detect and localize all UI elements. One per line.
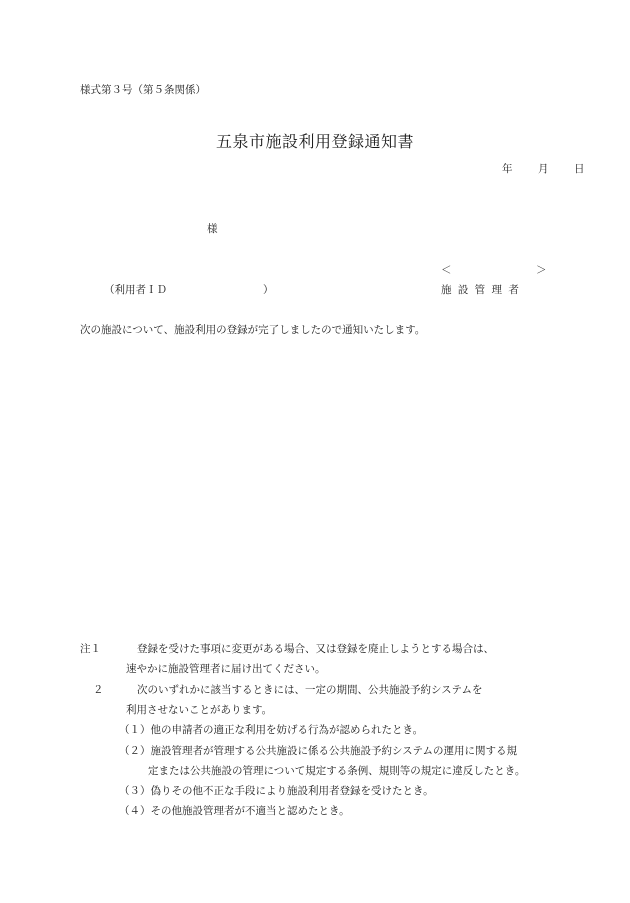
date-day: 日 (574, 163, 585, 175)
note-2-label: ２ (93, 684, 104, 696)
date-year: 年 (502, 163, 513, 175)
date-line (502, 162, 587, 176)
note-item-continuation: 定または公共施設の管理について規定する条例、規則等の規定に違反したとき。 (148, 765, 526, 777)
form-number: 様式第３号（第５条関係） (80, 84, 206, 96)
addressee-suffix: 様 (207, 223, 218, 235)
note-item: （２）施設管理者が管理する公共施設に係る公共施設予約システムの運用に関する規 (119, 745, 517, 757)
date-month: 月 (538, 163, 549, 175)
note-1-line-2: 速やかに施設管理者に届け出てください。 (126, 663, 326, 675)
document-title: 五泉市施設利用登録通知書 (215, 132, 414, 151)
manager-bracket-open: ＜ (441, 264, 452, 276)
note-item: （３）偽りその他不正な手段により施設利用者登録を受けたとき。 (119, 785, 434, 797)
user-id-open: （利用者ＩＤ (104, 284, 167, 296)
note-1-line-1: 登録を受けた事項に変更がある場合、又は登録を廃止しようとする場合は、 (137, 643, 494, 655)
note-2-line-1: 次のいずれかに該当するときには、一定の期間、公共施設予約システムを (137, 684, 483, 696)
user-id-close: ） (263, 284, 274, 296)
manager-bracket-close: ＞ (536, 264, 547, 276)
manager-label: 施 設 管 理 者 (441, 284, 519, 296)
note-1-label: 注１ (80, 643, 101, 655)
note-item: （４）その他施設管理者が不適当と認めたとき。 (119, 805, 350, 817)
body-text: 次の施設について、施設利用の登録が完了しましたので通知いたします。 (80, 324, 426, 336)
note-2-line-2: 利用させないことがあります。 (126, 704, 273, 716)
note-item: （１）他の申請者の適正な利用を妨げる行為が認められたとき。 (119, 724, 424, 736)
